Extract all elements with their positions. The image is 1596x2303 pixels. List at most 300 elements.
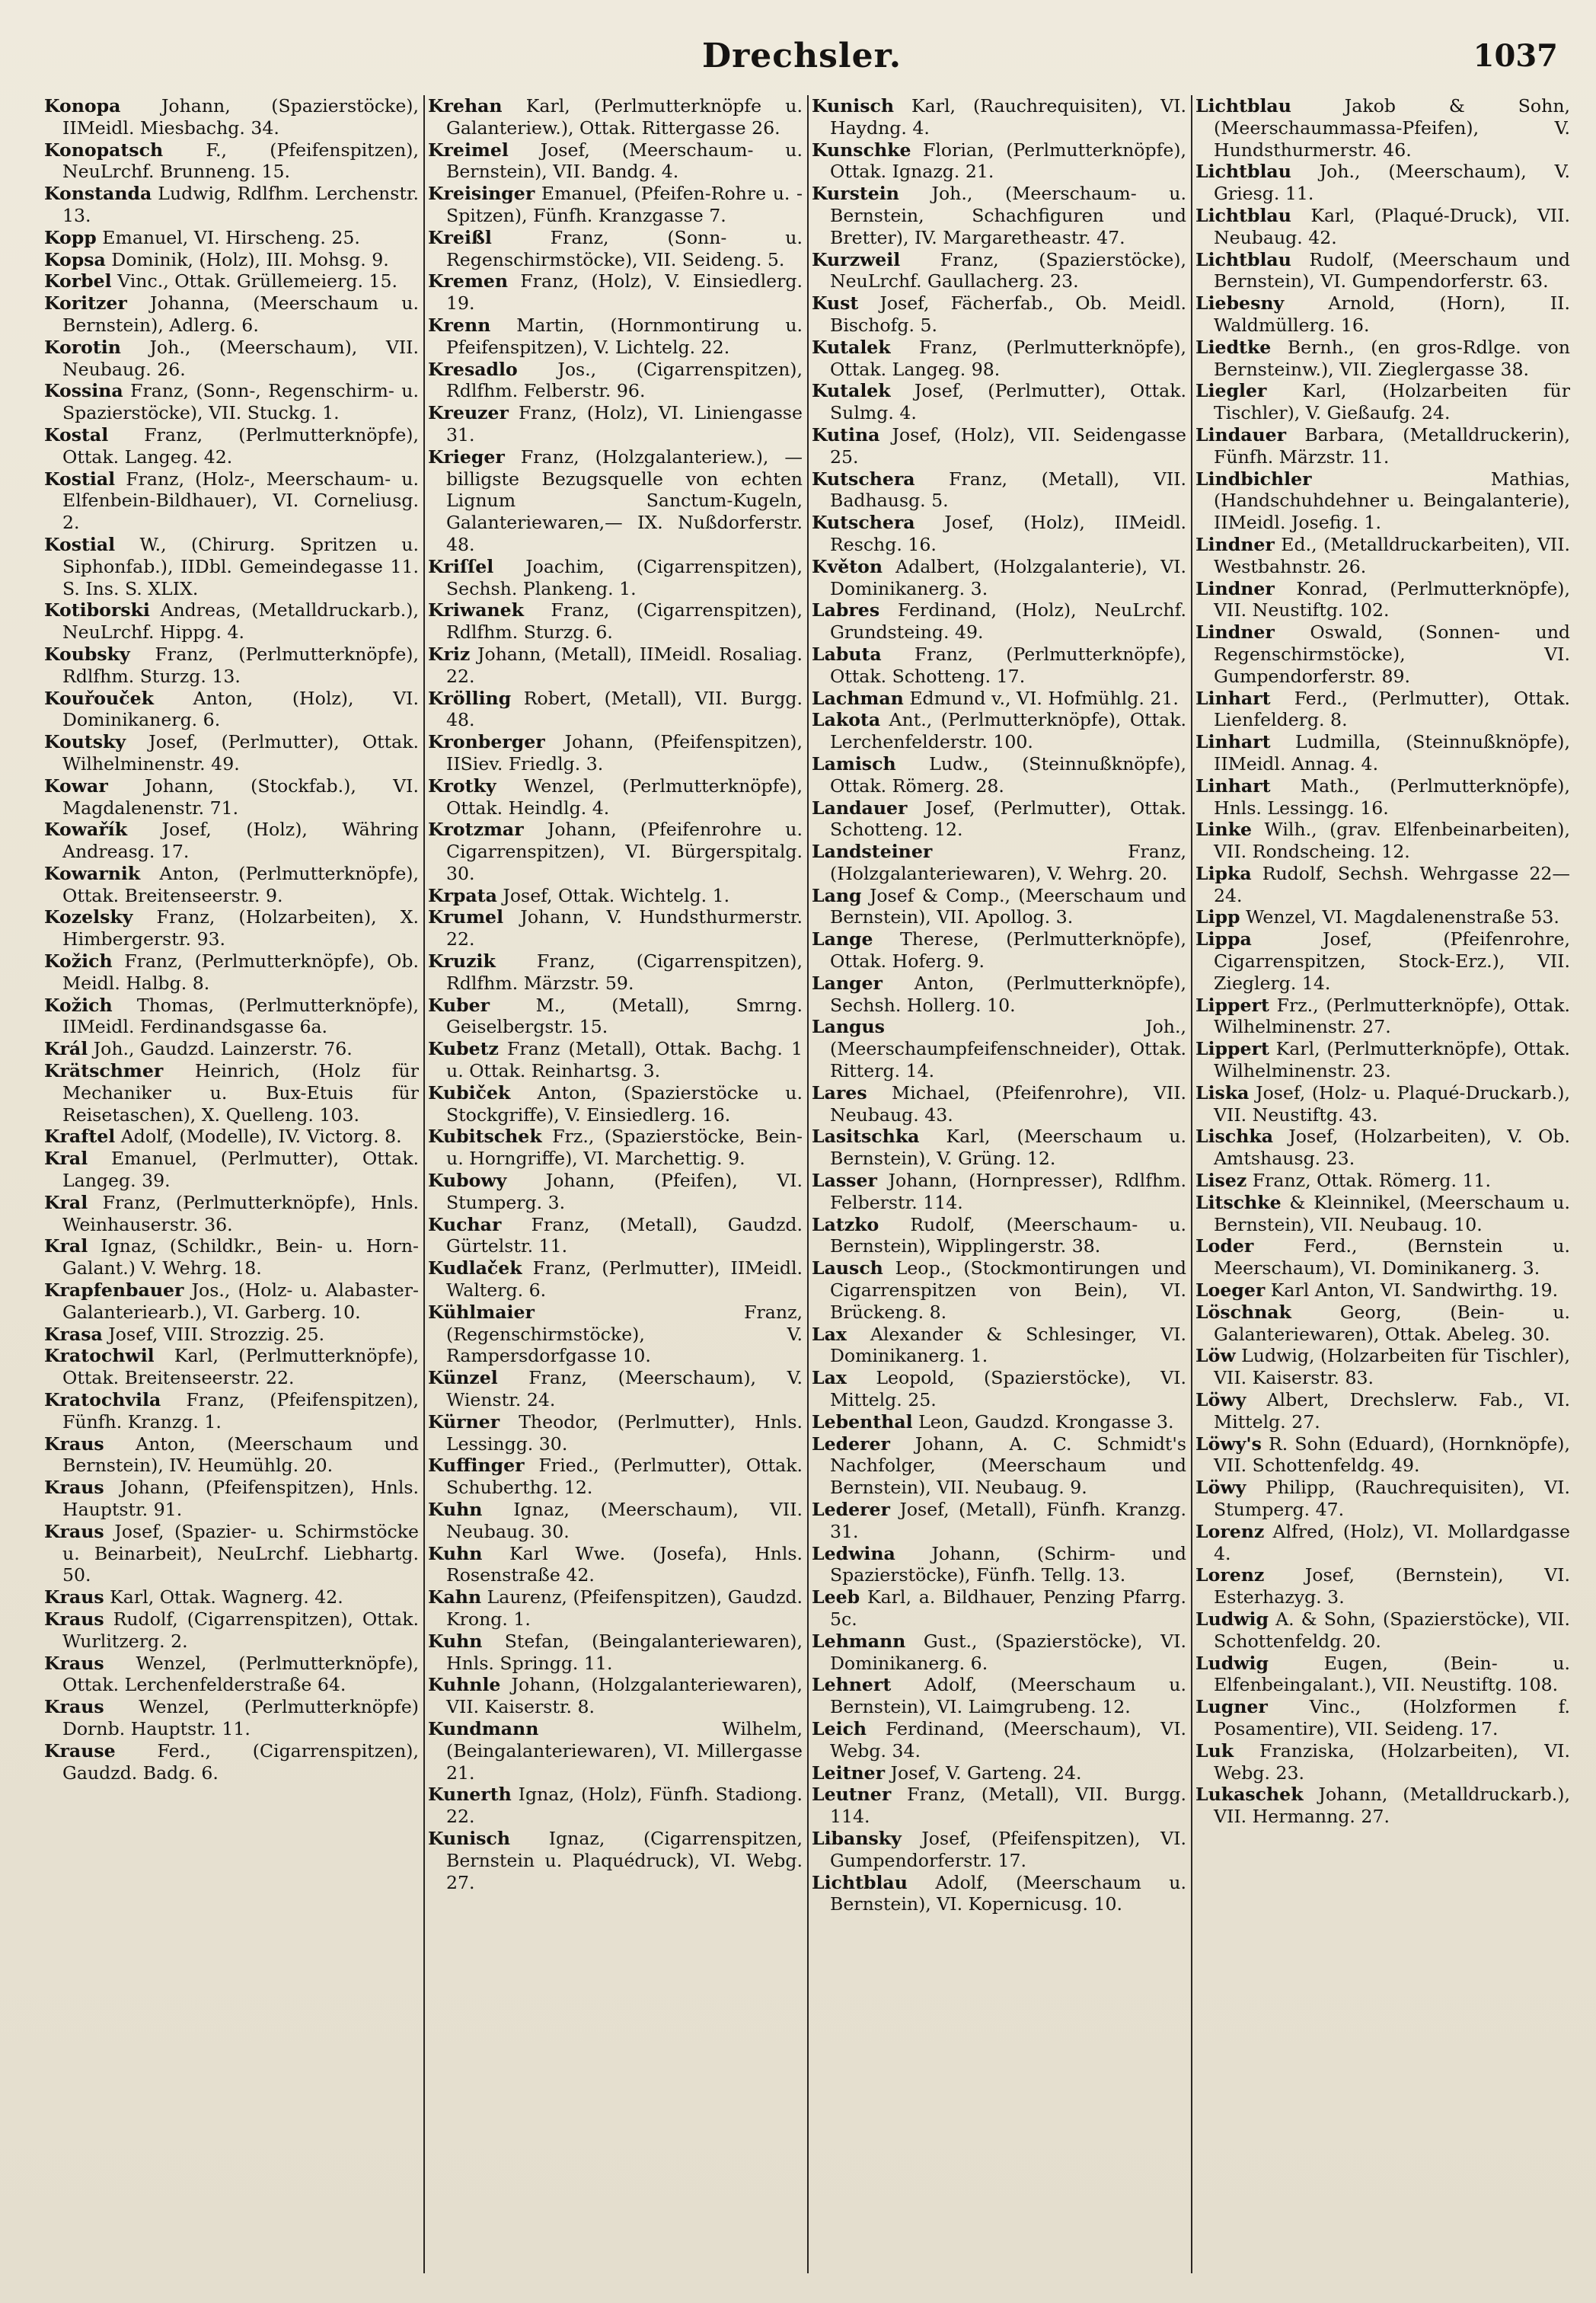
entry-name: Lamisch (812, 752, 896, 775)
entry-name: Kraus (44, 1696, 104, 1718)
entry-name: Kronberger (428, 731, 545, 753)
directory-entry (1195, 819, 1570, 863)
directory-entry (1195, 1433, 1570, 1477)
entry-name: Lachman (812, 687, 904, 709)
entry-details: Josef, V. Garteng. 24. (890, 1762, 1082, 1784)
entry-details: Anton, (Perlmutterknöpfe), Sechsh. Hollerg. 10. (830, 972, 1186, 1016)
column-3 (812, 95, 1186, 2273)
entry-details: Joachim, (Cigarrenspitzen), Sechsh. Plankeng. 1. (446, 555, 803, 599)
directory-entry (1195, 775, 1570, 819)
directory-entry (428, 446, 803, 556)
entry-name: Kostial (44, 533, 116, 555)
entry-name: Künzel (428, 1367, 498, 1389)
directory-entry (428, 1411, 803, 1455)
directory-entry (812, 512, 1186, 556)
directory-entry (44, 1653, 419, 1697)
entry-details: Georg, (Bein- u. Galanteriewaren), Ottak. Abeleg. 30. (1214, 1301, 1570, 1345)
directory-entry (812, 1674, 1186, 1718)
directory-entry (1195, 1389, 1570, 1433)
directory-entry (1195, 1521, 1570, 1565)
directory-entry (44, 1586, 419, 1608)
directory-entry (1195, 1608, 1570, 1653)
entry-name: Kuhnle (428, 1674, 501, 1696)
directory-entry (812, 1016, 1186, 1081)
directory-entry (428, 1631, 803, 1675)
entry-details: Johann, (Metall), IIMeidl. Rosaliag. 22. (446, 643, 803, 687)
entry-details: Karl, a. Bildhauer, Penzing Pfarrg. 5c. (830, 1586, 1186, 1630)
entry-name: Kral (44, 1148, 88, 1170)
directory-entry (812, 1367, 1186, 1411)
entry-name: Kouřouček (44, 687, 154, 709)
entry-details: Josef, (Perlmutter), Ottak. Wilhelminenstr. 49. (62, 731, 419, 775)
entry-details: Karl, (Perlmutterknöpfe u. Galanteriew.), Ottak. Rittergasse 26. (446, 95, 803, 139)
directory-entry (428, 315, 803, 359)
entry-details: Franz, (Holz-, Meerschaum- u. Elfenbein-Bildhauer), VI. Corneliusg. 2. (62, 468, 419, 534)
directory-entry (428, 644, 803, 688)
entry-name: Lippa (1195, 928, 1252, 950)
directory-entry (1195, 688, 1570, 732)
directory-entry (812, 1872, 1186, 1916)
entry-name: Lindner (1195, 621, 1275, 644)
entry-name: Kraus (44, 1520, 104, 1542)
entry-details: Wilhelm, (Beingalanteriewaren), VI. Millergasse 21. (446, 1717, 803, 1784)
entry-details: Franz, (Metall), VII. Badhausg. 5. (830, 468, 1186, 512)
entry-name: Lorenz (1195, 1520, 1265, 1542)
entry-details: Emanuel, VI. Hirscheng. 25. (102, 226, 360, 248)
directory-entry (1195, 1082, 1570, 1126)
entry-details: Ludwig, (Holzarbeiten für Tischler), VII. Kaiserstr. 83. (1214, 1345, 1570, 1389)
entry-name: Kožich (44, 950, 113, 973)
entry-name: Ludwig (1195, 1608, 1269, 1630)
entry-details: Ferdinand, (Holz), NeuLrchf. Grundsteing. 49. (830, 599, 1186, 644)
entry-name: Kuchar (428, 1213, 502, 1235)
entry-details: Frz., (Spazierstöcke, Bein- u. Horngriffe), VI. Marchettig. 9. (446, 1126, 803, 1170)
entry-details: Florian, (Perlmutterknöpfe), Ottak. Ignazg. 21. (830, 139, 1186, 183)
entry-details: Ant., (Perlmutterknöpfe), Ottak. Lerchenfelderstr. 100. (830, 709, 1186, 753)
directory-entry (428, 402, 803, 446)
directory-entry (428, 270, 803, 315)
entry-details: Emanuel, (Pfeifen-Rohre u. -Spitzen), Fünfh. Kranzgasse 7. (446, 183, 803, 226)
directory-entry (428, 1586, 803, 1631)
directory-entry (1195, 928, 1570, 994)
directory-entry (44, 863, 419, 907)
entry-details: Ferd., (Perlmutter), Ottak. Lienfelderg. 8. (1214, 687, 1570, 731)
entry-details: Martin, (Hornmontirung u. Pfeifenspitzen), V. Lichtelg. 22. (446, 314, 803, 358)
directory-entry (1195, 1279, 1570, 1302)
entry-name: Koutsky (44, 731, 126, 753)
directory-columns (44, 95, 1570, 2273)
directory-entry (812, 928, 1186, 973)
entry-name: Lorenz (1195, 1564, 1265, 1586)
entry-details: Johann, (Pfeifenspitzen), Hnls. Hauptstr. 91. (62, 1477, 419, 1520)
entry-details: Franz, (Perlmutterknöpfe), Rdlfhm. Sturzg. 13. (62, 643, 419, 687)
directory-entry (812, 1214, 1186, 1258)
entry-details: Karl, (Rauchrequisiten), VI. Haydng. 4. (830, 95, 1186, 139)
entry-name: Krieger (428, 446, 505, 468)
entry-name: Lang (812, 884, 862, 906)
entry-name: Loder (1195, 1235, 1254, 1257)
entry-name: Kostial (44, 468, 116, 490)
entry-details: Franz, (Sonn- u. Regenschirmstöcke), VII. Seideng. 5. (446, 226, 803, 270)
directory-entry (812, 468, 1186, 513)
entry-name: Linhart (1195, 731, 1271, 753)
directory-entry (1195, 1302, 1570, 1346)
directory-entry (1195, 1653, 1570, 1697)
entry-name: Landsteiner (812, 841, 933, 863)
entry-details: Josef, (Pfeifenrohre, Cigarrenspitzen, Stock-Erz.), VII. Zieglerg. 14. (1214, 928, 1570, 994)
entry-details: Leon, Gaudzd. Krongasse 3. (918, 1410, 1174, 1433)
entry-name: Kraus (44, 1652, 104, 1674)
entry-name: Krölling (428, 687, 512, 709)
entry-details: Anton, (Spazierstöcke u. Stockgriffe), V. Einsiedlerg. 16. (446, 1081, 803, 1126)
entry-name: Lares (812, 1081, 867, 1104)
entry-name: Liegler (1195, 380, 1267, 402)
directory-entry (428, 995, 803, 1039)
page-number: 1037 (1473, 38, 1558, 74)
entry-details: Gust., (Spazierstöcke), VI. Dominikanerg. 6. (830, 1630, 1186, 1674)
directory-entry (44, 1279, 419, 1324)
entry-name: Kriz (428, 643, 471, 665)
entry-name: Löw (1195, 1345, 1236, 1367)
directory-entry (44, 1608, 419, 1653)
entry-details: Franz, (Cigarrenspitzen), Rdlfhm. Märzstr. 59. (446, 950, 803, 994)
directory-entry (1195, 621, 1570, 687)
entry-name: Kremen (428, 270, 509, 292)
directory-entry (428, 359, 803, 403)
entry-details: F., (Pfeifenspitzen), NeuLrchf. Brunneng. 15. (62, 139, 419, 183)
entry-name: Kuhn (428, 1630, 483, 1652)
directory-entry (44, 1324, 419, 1346)
directory-entry (44, 1521, 419, 1586)
entry-name: Kozelsky (44, 906, 133, 928)
entry-details: Wenzel, VI. Magdalenenstraße 53. (1246, 906, 1559, 928)
entry-name: Luk (1195, 1739, 1234, 1762)
entry-details: Adolf, (Meerschaum u. Bernstein), VI. Laimgrubeng. 12. (830, 1674, 1186, 1718)
entry-name: Kurzweil (812, 248, 901, 270)
directory-entry (1195, 1126, 1570, 1170)
directory-entry (44, 1345, 419, 1389)
entry-name: Kral (44, 1191, 88, 1213)
entry-details: Robert, (Metall), VII. Burgg. 48. (446, 687, 803, 731)
entry-details: Leopold, (Spazierstöcke), VI. Mittelg. 25. (830, 1367, 1186, 1411)
directory-entry (812, 841, 1186, 885)
entry-details: Johann, (Schirm- und Spazierstöcke), Fünfh. Tellg. 13. (830, 1542, 1186, 1586)
directory-entry (428, 1828, 803, 1893)
directory-entry (44, 270, 419, 292)
entry-name: Kraus (44, 1586, 104, 1608)
entry-details: Alfred, (Holz), VI. Mollardgasse 4. (1214, 1520, 1570, 1564)
entry-name: Kahn (428, 1586, 482, 1608)
entry-details: Joh., (Meerschaum), V. Griesg. 11. (1214, 161, 1570, 205)
directory-entry (44, 292, 419, 337)
entry-details: Franz, (Holz), V. Einsiedlerg. 19. (446, 270, 803, 315)
entry-name: Kraus (44, 1433, 104, 1455)
entry-name: Kuffinger (428, 1455, 525, 1477)
entry-name: Krpata (428, 884, 497, 906)
directory-entry (812, 95, 1186, 139)
entry-name: Kurstein (812, 183, 899, 205)
entry-details: Franz, (Sonn-, Regenschirm- u. Spazierstöcke), VII. Stuckg. 1. (62, 380, 419, 424)
entry-details: Ignaz, (Meerschaum), VII. Neubaug. 30. (446, 1499, 803, 1542)
directory-entry (428, 556, 803, 600)
entry-name: Krumel (428, 906, 504, 928)
entry-name: Lehmann (812, 1630, 906, 1652)
entry-details: Leop., (Stockmontirungen und Cigarrenspitzen von Bein), VI. Brückeng. 8. (830, 1257, 1186, 1323)
entry-details: Rudolf, (Meerschaum und Bernstein), VI. Gumpendorferstr. 63. (1214, 248, 1570, 292)
entry-name: Krapfenbauer (44, 1279, 184, 1302)
entry-details: Franz, (Holzarbeiten), X. Himbergerstr. 93. (62, 906, 419, 950)
entry-details: Wenzel, (Perlmutterknöpfe) Dornb. Hauptstr. 11. (62, 1696, 419, 1739)
directory-entry (1195, 863, 1570, 907)
entry-details: Franz, (Perlmutterknöpfe), Ottak. Langeg. 98. (830, 336, 1186, 380)
directory-entry (1195, 292, 1570, 337)
entry-details: A. & Sohn, (Spazierstöcke), VII. Schottenfeldg. 20. (1214, 1608, 1570, 1652)
directory-entry (428, 1455, 803, 1499)
entry-name: Kubowy (428, 1170, 507, 1192)
entry-details: Johann, V. Hundsthurmerstr. 22. (446, 906, 803, 950)
directory-entry (44, 227, 419, 249)
directory-entry (44, 731, 419, 775)
entry-details: Eugen, (Bein- u. Elfenbeingalant.), VII. Neustiftg. 108. (1214, 1652, 1570, 1696)
directory-entry (428, 1674, 803, 1718)
entry-name: Lippert (1195, 994, 1269, 1016)
entry-name: Kowařík (44, 819, 128, 841)
entry-name: Leutner (812, 1784, 892, 1806)
entry-details: Franz (Metall), Ottak. Bachg. 1 u. Ottak. Reinhartsg. 3. (446, 1038, 803, 1082)
entry-details: M., (Metall), Smrng. Geiselbergstr. 15. (446, 994, 803, 1038)
entry-details: Joh., (Meerschaumpfeifenschneider), Ottak. Ritterg. 14. (830, 1016, 1186, 1082)
directory-entry (44, 1696, 419, 1740)
entry-name: Kožich (44, 994, 113, 1016)
directory-entry (44, 1038, 419, 1060)
entry-details: Arnold, (Horn), II. Waldmüllerg. 16. (1214, 292, 1570, 336)
entry-details: Konrad, (Perlmutterknöpfe), VII. Neustiftg. 102. (1214, 577, 1570, 621)
entry-name: Krause (44, 1739, 116, 1762)
directory-entry (1195, 731, 1570, 775)
directory-entry (428, 183, 803, 227)
entry-details: Franz, (Meerschaum), V. Wienstr. 24. (446, 1367, 803, 1411)
entry-name: Koritzer (44, 292, 127, 315)
directory-entry (44, 95, 419, 139)
entry-details: Josef, (Holzarbeiten), V. Ob. Amtshausg. 23. (1214, 1126, 1570, 1170)
entry-name: Leich (812, 1717, 867, 1739)
directory-entry (812, 973, 1186, 1017)
directory-entry (44, 950, 419, 995)
entry-details: Josef, Fächerfab., Ob. Meidl. Bischofg. 5. (830, 292, 1186, 336)
entry-name: Langer (812, 972, 883, 994)
entry-details: Karl Wwe. (Josefa), Hnls. Rosenstraße 42. (446, 1542, 803, 1586)
directory-entry (44, 1389, 419, 1433)
entry-name: Kubetz (428, 1038, 499, 1060)
directory-entry (428, 950, 803, 995)
directory-entry (44, 688, 419, 732)
directory-entry (428, 1257, 803, 1302)
entry-name: Kratochwil (44, 1345, 155, 1367)
directory-entry (1195, 161, 1570, 205)
entry-name: Liska (1195, 1081, 1250, 1104)
entry-details: Ignaz, (Cigarrenspitzen, Bernstein u. Plaquédruck), VI. Webg. 27. (446, 1827, 803, 1893)
directory-entry (1195, 1740, 1570, 1784)
entry-name: Kust (812, 292, 859, 315)
entry-details: Ludw., (Steinnußknöpfe), Ottak. Römerg. 28. (830, 752, 1186, 797)
directory-entry (428, 819, 803, 884)
entry-name: Krenn (428, 314, 491, 336)
entry-name: Kraftel (44, 1126, 116, 1148)
entry-name: Krotzmar (428, 819, 524, 841)
entry-name: Ledwina (812, 1542, 895, 1564)
entry-name: Kreißl (428, 226, 492, 248)
directory-entry (44, 183, 419, 227)
entry-name: Lasitschka (812, 1126, 920, 1148)
directory-entry (812, 1631, 1186, 1675)
entry-name: Lakota (812, 709, 881, 731)
entry-details: Adalbert, (Holzgalanterie), VI. Dominikanerg. 3. (830, 555, 1186, 599)
entry-details: Albert, Drechslerw. Fab., VI. Mittelg. 27. (1214, 1389, 1570, 1433)
directory-entry (1195, 1784, 1570, 1828)
entry-name: Kubitschek (428, 1126, 542, 1148)
directory-entry (428, 1499, 803, 1543)
entry-details: Rudolf, (Cigarrenspitzen), Ottak. Wurlitzerg. 2. (62, 1608, 419, 1652)
directory-entry (812, 139, 1186, 184)
directory-entry (44, 139, 419, 184)
directory-entry (812, 1170, 1186, 1214)
entry-name: Kreimel (428, 139, 509, 161)
entry-details: Jos., (Holz- u. Alabaster-Galanteriearb.), VI. Garberg. 10. (62, 1279, 419, 1323)
entry-details: Therese, (Perlmutterknöpfe), Ottak. Hoferg. 9. (830, 928, 1186, 973)
entry-details: Karl, (Plaqué-Druck), VII. Neubaug. 42. (1214, 204, 1570, 248)
entry-details: Wilh., (grav. Elfenbeinarbeiten), VII. Rondscheing. 12. (1214, 819, 1570, 863)
entry-details: Jakob & Sohn, (Meerschaummassa-Pfeifen), V. Hundsthurmerstr. 46. (1214, 95, 1570, 161)
entry-name: Korotin (44, 336, 121, 358)
entry-details: Franziska, (Holzarbeiten), VI. Webg. 23. (1214, 1739, 1570, 1784)
directory-entry (812, 424, 1186, 468)
entry-name: Litschke (1195, 1191, 1282, 1213)
directory-entry (428, 139, 803, 184)
entry-details: Josef, (Metall), Fünfh. Kranzg. 31. (830, 1499, 1186, 1542)
entry-name: Leeb (812, 1586, 860, 1608)
directory-entry (44, 468, 419, 534)
directory-entry (428, 1082, 803, 1126)
directory-entry (1195, 1696, 1570, 1740)
entry-details: Thomas, (Perlmutterknöpfe), IIMeidl. Ferdinandsgasse 6a. (62, 994, 419, 1038)
directory-entry (812, 1543, 1186, 1587)
entry-details: Karl Anton, VI. Sandwirthg. 19. (1270, 1279, 1559, 1302)
entry-details: Franz, (Holzgalanteriew.), —billigste Bezugsquelle von echten Lignum Sanctum-Kugeln, Galanteriewaren,— IX. Nußdorferstr. 48. (446, 446, 803, 555)
entry-details: Andreas, (Metalldruckarb.), NeuLrchf. Hippg. 4. (62, 599, 419, 644)
directory-entry (1195, 1477, 1570, 1521)
directory-entry (428, 1170, 803, 1214)
entry-details: Josef, (Perlmutter), Ottak. Schotteng. 12. (830, 797, 1186, 841)
directory-entry (1195, 578, 1570, 622)
entry-name: Kraus (44, 1477, 104, 1499)
directory-entry (44, 534, 419, 599)
entry-details: Josef, (Holz- u. Plaqué-Druckarb.), VII. Neustiftg. 43. (1214, 1081, 1570, 1126)
entry-name: Květon (812, 555, 883, 577)
entry-name: Kriwanek (428, 599, 525, 621)
directory-entry (812, 1082, 1186, 1126)
entry-name: Kuhn (428, 1499, 483, 1520)
directory-entry (428, 1367, 803, 1411)
directory-entry (44, 1433, 419, 1477)
entry-details: & Kleinnikel, (Meerschaum u. Bernstein), VII. Neubaug. 10. (1214, 1191, 1570, 1235)
entry-details: Josef, (Meerschaum- u. Bernstein), VII. Bandg. 4. (446, 139, 803, 183)
entry-name: Latzko (812, 1213, 879, 1235)
entry-details: W., (Chirurg. Spritzen u. Siphonfab.), IIDbl. Gemeindegasse 11. S. Ins. S. XLIX. (62, 533, 419, 599)
directory-entry (428, 227, 803, 271)
entry-name: Lederer (812, 1499, 890, 1520)
directory-entry (428, 906, 803, 950)
entry-details: Karl, (Perlmutterknöpfe), Ottak. Wilhelminenstr. 23. (1214, 1038, 1570, 1082)
entry-details: Josef, (Holz), VII. Seidengasse 25. (830, 423, 1186, 468)
entry-details: Josef, VIII. Strozzig. 25. (108, 1323, 325, 1345)
directory-entry (812, 1586, 1186, 1631)
entry-name: Korbel (44, 270, 112, 292)
entry-details: Alexander & Schlesinger, VI. Dominikanerg. 1. (830, 1323, 1186, 1367)
entry-name: Koubsky (44, 643, 130, 665)
entry-name: Langus (812, 1016, 885, 1038)
directory-entry (44, 819, 419, 863)
directory-entry (812, 1433, 1186, 1499)
entry-name: Lipka (1195, 862, 1252, 884)
entry-details: Josef, (Pfeifenspitzen), VI. Gumpendorferstr. 17. (830, 1827, 1186, 1871)
entry-name: Labuta (812, 643, 882, 665)
directory-entry (44, 1740, 419, 1784)
directory-entry (44, 1148, 419, 1192)
entry-details: Adolf, (Meerschaum u. Bernstein), VI. Kopernicusg. 10. (830, 1871, 1186, 1915)
entry-details: Karl, Ottak. Wagnerg. 42. (110, 1586, 343, 1608)
entry-name: Lausch (812, 1257, 883, 1279)
directory-entry (1195, 424, 1570, 468)
entry-details: Johann, (Pfeifenrohre u. Cigarrenspitzen), VI. Bürgerspitalg. 30. (446, 819, 803, 884)
entry-details: Johann, (Pfeifenspitzen), IISiev. Friedlg. 3. (446, 731, 803, 775)
entry-details: Joh., Gaudzd. Lainzerstr. 76. (93, 1038, 353, 1060)
entry-name: Kowarnik (44, 862, 141, 884)
entry-name: Lichtblau (812, 1871, 908, 1893)
entry-name: Krehan (428, 95, 503, 117)
entry-name: Lipp (1195, 906, 1240, 928)
directory-entry (1195, 1235, 1570, 1279)
entry-details: Anton, (Holz), VI. Dominikanerg. 6. (62, 687, 419, 731)
entry-name: Kubiček (428, 1081, 511, 1104)
directory-entry (1195, 337, 1570, 381)
entry-details: Adolf, (Modelle), IV. Victorg. 8. (120, 1126, 402, 1148)
directory-entry (1195, 380, 1570, 424)
directory-entry (1195, 995, 1570, 1039)
entry-name: Lax (812, 1323, 847, 1345)
entry-details: Oswald, (Sonnen- und Regenschirmstöcke), VI. Gumpendorferstr. 89. (1214, 621, 1570, 687)
entry-details: Laurenz, (Pfeifenspitzen), Gaudzd. Krong. 1. (446, 1586, 803, 1630)
directory-entry (44, 1060, 419, 1126)
entry-name: Kruzik (428, 950, 496, 973)
entry-name: Lindner (1195, 533, 1275, 555)
entry-name: Kunerth (428, 1784, 512, 1806)
directory-entry (812, 1762, 1186, 1784)
directory-entry (812, 797, 1186, 842)
entry-name: Kürner (428, 1410, 500, 1433)
entry-name: Lange (812, 928, 873, 950)
entry-details: Math., (Perlmutterknöpfe), Hnls. Lessingg. 16. (1214, 775, 1570, 819)
entry-details: Heinrich, (Holz für Mechaniker u. Bux-Etuis für Reisetaschen), X. Quelleng. 103. (62, 1060, 419, 1126)
entry-details: Wenzel, (Perlmutterknöpfe), Ottak. Heindlg. 4. (446, 775, 803, 819)
entry-name: Kühlmaier (428, 1301, 535, 1323)
entry-name: Lichtblau (1195, 95, 1291, 117)
entry-details: Josef & Comp., (Meerschaum und Bernstein), VII. Apollog. 3. (830, 884, 1186, 928)
entry-name: Kutschera (812, 468, 915, 490)
directory-entry (44, 1235, 419, 1279)
entry-details: Josef, Ottak. Wichtelg. 1. (503, 884, 730, 906)
directory-entry (428, 775, 803, 819)
entry-name: Löschnak (1195, 1301, 1291, 1323)
